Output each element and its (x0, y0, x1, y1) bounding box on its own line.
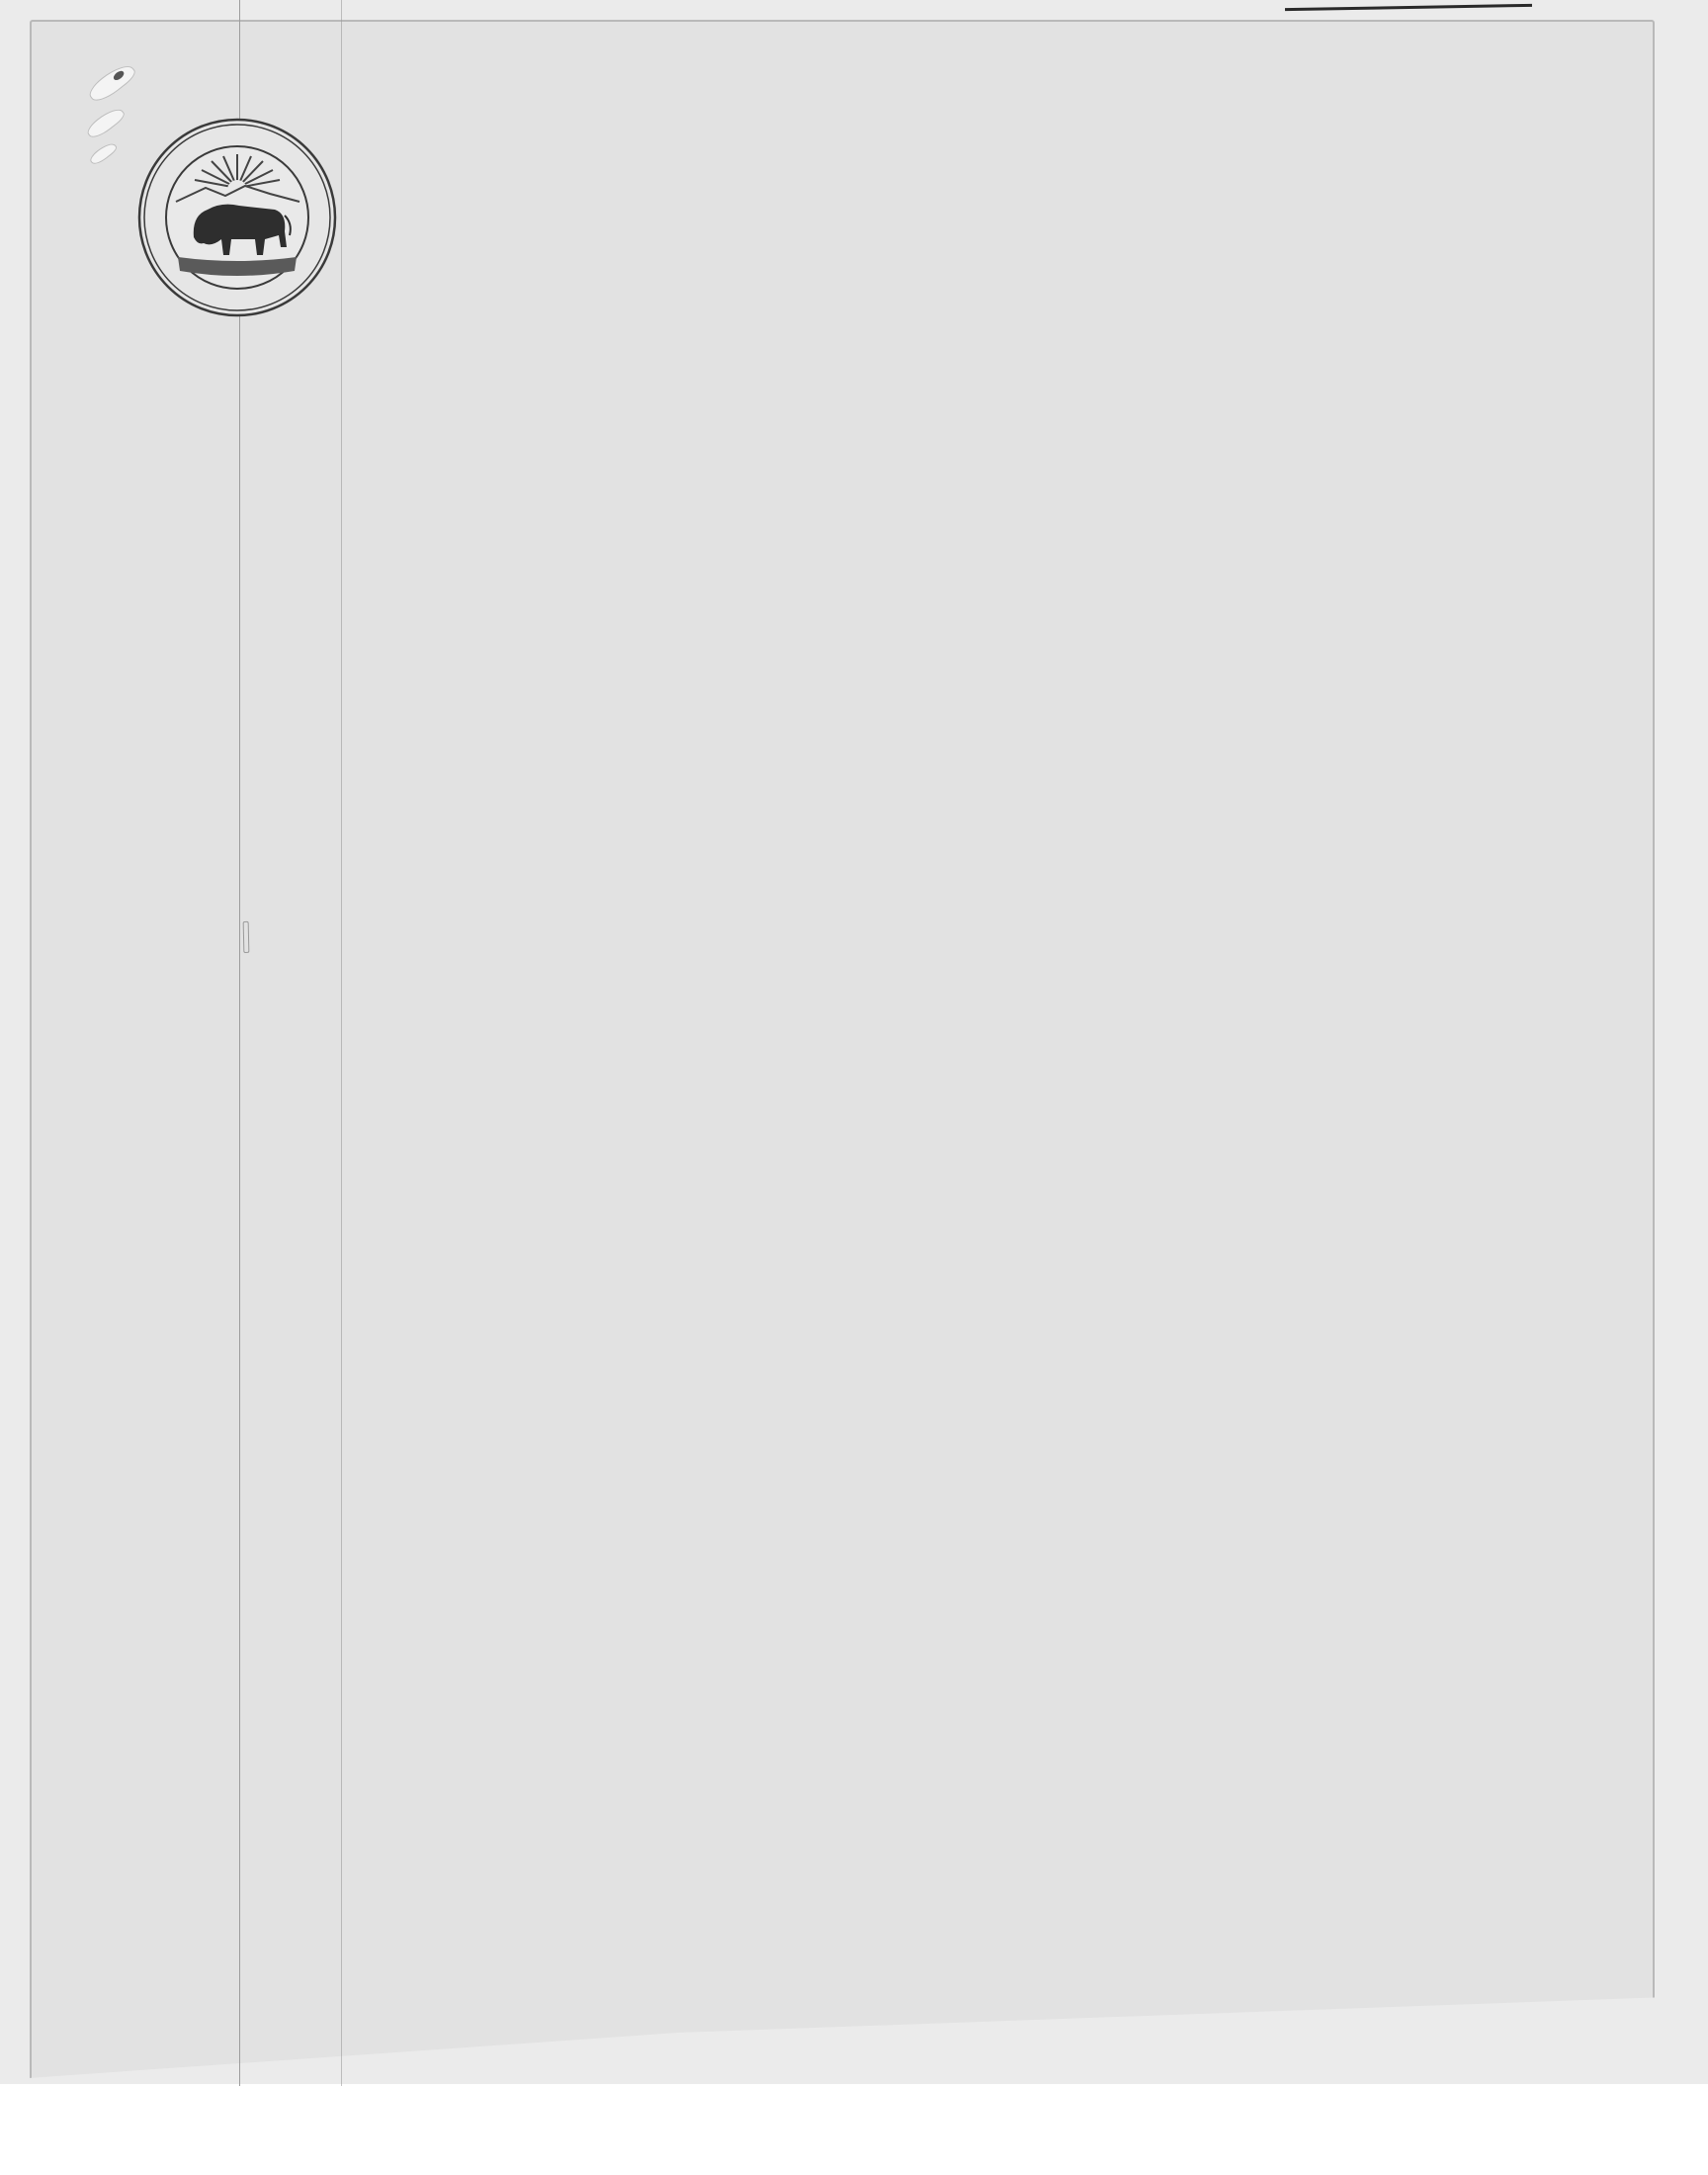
highlighted-date-box (243, 921, 250, 953)
bison-seal-icon (136, 117, 338, 318)
body-line (243, 922, 250, 952)
department-seal (136, 117, 338, 318)
memo-page (30, 20, 1655, 2082)
scan-artifact-line (341, 0, 342, 2086)
strike-through-line (1285, 4, 1532, 11)
routing-slip (1285, 0, 1542, 69)
